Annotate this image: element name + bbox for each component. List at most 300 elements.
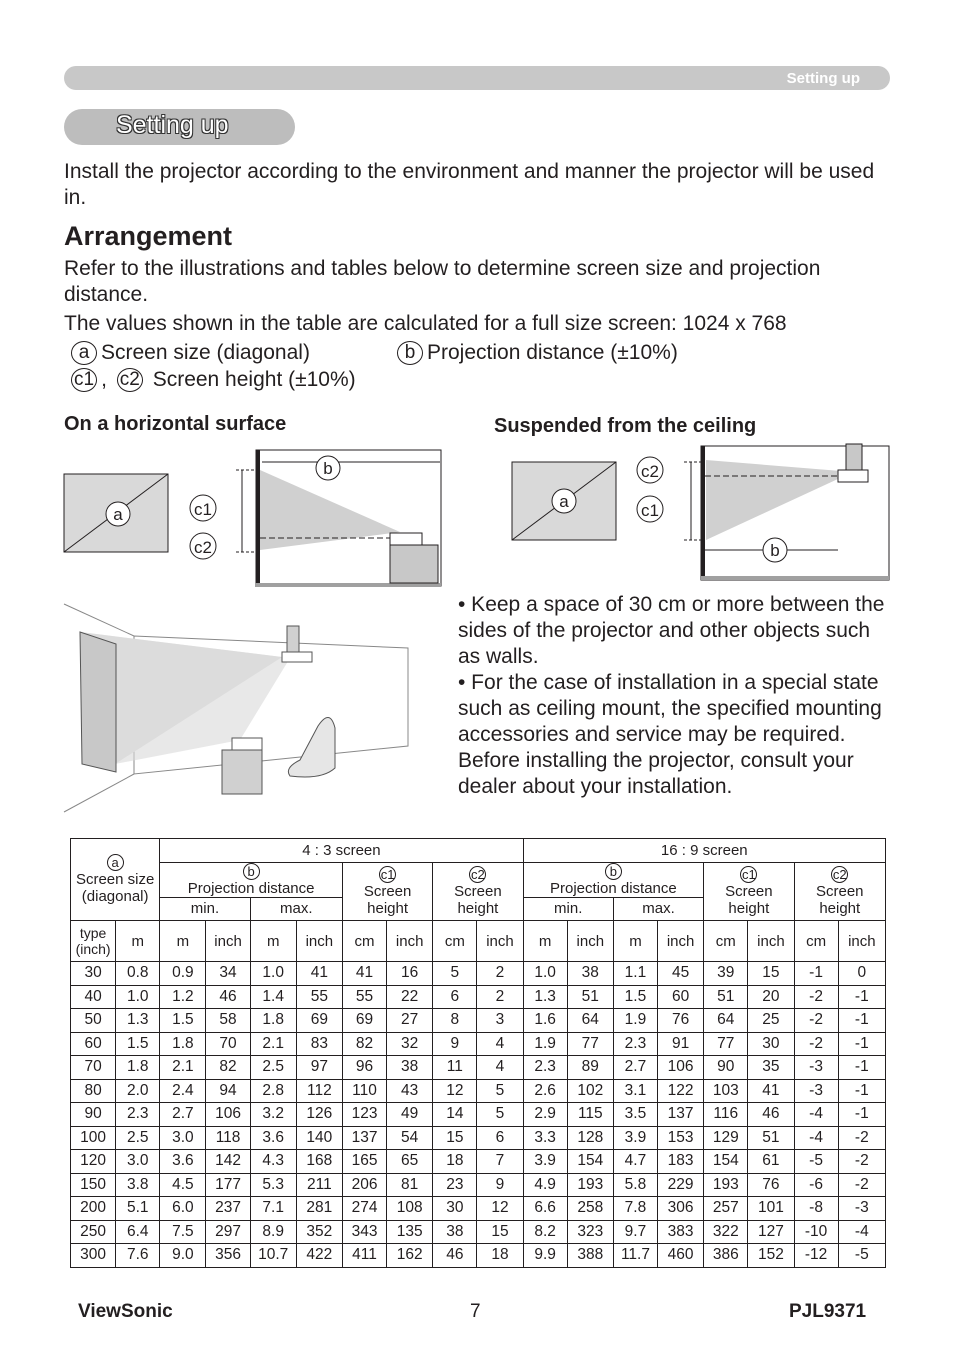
- table-cell: 39: [704, 962, 748, 986]
- table-cell: 3.9: [613, 1126, 657, 1150]
- subheading-ceiling: Suspended from the ceiling: [494, 415, 757, 437]
- note-bullet-2: • For the case of installation in a special state such as ceiling mount, the specified mounting accessories and service may be required. Before installing the projector, consult your dealer about your installation.: [458, 671, 882, 798]
- min-169: min.: [523, 897, 613, 921]
- table-cell: 90: [704, 1056, 748, 1080]
- table-cell: 54: [387, 1126, 433, 1150]
- table-cell: 165: [342, 1150, 386, 1174]
- legend-a: [71, 340, 310, 366]
- unit-header: cm: [704, 921, 748, 962]
- table-cell: -3: [794, 1079, 838, 1103]
- table-cell: 153: [658, 1126, 704, 1150]
- table-cell: 91: [658, 1032, 704, 1056]
- table-cell: 1.0: [523, 962, 567, 986]
- max-43: max.: [250, 897, 342, 921]
- table-cell: 18: [477, 1244, 523, 1268]
- table-cell: 34: [206, 962, 250, 986]
- table-cell: 322: [704, 1220, 748, 1244]
- table-cell: -2: [794, 1009, 838, 1033]
- table-cell: 46: [206, 985, 250, 1009]
- table-cell: 65: [387, 1150, 433, 1174]
- table-cell: 8.2: [523, 1220, 567, 1244]
- table-cell: 250: [71, 1220, 116, 1244]
- table-cell: 50: [71, 1009, 116, 1033]
- table-cell: 102: [567, 1079, 613, 1103]
- table-cell: 1.3: [116, 1009, 160, 1033]
- unit-header: inch: [296, 921, 342, 962]
- table-cell: 2.0: [116, 1079, 160, 1103]
- table-cell: 118: [206, 1126, 250, 1150]
- legend-b-text: Projection distance (±10%): [427, 341, 678, 364]
- table-cell: 90: [71, 1103, 116, 1127]
- table-row: [71, 985, 886, 1009]
- arrangement-para-1: Refer to the illustrations and tables below to determine screen size and projection distance.: [64, 257, 821, 306]
- table-cell: 8: [433, 1009, 477, 1033]
- table-cell: 137: [342, 1126, 386, 1150]
- table-cell: 64: [704, 1009, 748, 1033]
- table-cell: 5.3: [250, 1173, 296, 1197]
- table-cell: -1: [838, 985, 885, 1009]
- table-cell: -3: [794, 1056, 838, 1080]
- table-cell: -2: [838, 1150, 885, 1174]
- table-cell: 7.6: [116, 1244, 160, 1268]
- table-cell: 383: [658, 1220, 704, 1244]
- table-cell: 388: [567, 1244, 613, 1268]
- table-cell: 70: [71, 1056, 116, 1080]
- table-cell: 3.6: [250, 1126, 296, 1150]
- table-cell: 5.8: [613, 1173, 657, 1197]
- table-cell: 168: [296, 1150, 342, 1174]
- table-cell: 2.1: [250, 1032, 296, 1056]
- unit-header: m: [160, 921, 206, 962]
- table-cell: 41: [342, 962, 386, 986]
- table-cell: 1.3: [523, 985, 567, 1009]
- diag2-label-c1: c1: [641, 501, 659, 520]
- table-cell: 5: [477, 1103, 523, 1127]
- table-cell: 300: [71, 1244, 116, 1268]
- table-cell: 96: [342, 1056, 386, 1080]
- table-cell: 4.7: [613, 1150, 657, 1174]
- diag1-label-c1: c1: [194, 500, 212, 519]
- table-cell: 61: [748, 1150, 794, 1174]
- table-cell: 183: [658, 1150, 704, 1174]
- table-cell: 9: [477, 1173, 523, 1197]
- subheading-horizontal: On a horizontal surface: [64, 413, 287, 435]
- table-cell: 30: [748, 1032, 794, 1056]
- table-row: [71, 1056, 886, 1080]
- table-cell: 2.3: [523, 1056, 567, 1080]
- table-cell: 162: [387, 1244, 433, 1268]
- table-cell: 46: [433, 1244, 477, 1268]
- table-cell: 274: [342, 1197, 386, 1221]
- note-bullet-1: • Keep a space of 30 cm or more between the sides of the projector and other objects such as walls.: [458, 593, 885, 668]
- table-row: [71, 1032, 886, 1056]
- table-cell: 127: [748, 1220, 794, 1244]
- table-cell: 154: [567, 1150, 613, 1174]
- table-cell: 2.5: [116, 1126, 160, 1150]
- table-cell: 1.1: [613, 962, 657, 986]
- table-cell: 306: [658, 1197, 704, 1221]
- table-cell: 2.8: [250, 1079, 296, 1103]
- table-cell: 1.8: [160, 1032, 206, 1056]
- c2-header-43: c2 Screen height: [433, 862, 523, 921]
- table-cell: 2.5: [250, 1056, 296, 1080]
- table-row: [71, 1126, 886, 1150]
- icon-c1-43: c1: [380, 866, 395, 882]
- arrangement-heading: Arrangement: [64, 221, 233, 251]
- unit-row: [71, 921, 886, 962]
- table-cell: -12: [794, 1244, 838, 1268]
- table-cell: 297: [206, 1220, 250, 1244]
- table-cell: 3.3: [523, 1126, 567, 1150]
- table-cell: 38: [433, 1220, 477, 1244]
- b-header-43: b Projection distance: [160, 862, 343, 897]
- table-cell: 76: [658, 1009, 704, 1033]
- page-number: 7: [470, 1301, 481, 1322]
- table-cell: 11: [433, 1056, 477, 1080]
- c1-header-169: c1 Screen height: [704, 862, 794, 921]
- table-cell: 2.3: [613, 1032, 657, 1056]
- table-cell: 257: [704, 1197, 748, 1221]
- table-cell: 5: [477, 1079, 523, 1103]
- table-cell: 82: [342, 1032, 386, 1056]
- icon-b-169: b: [605, 863, 622, 880]
- table-cell: 152: [748, 1244, 794, 1268]
- c2-header-169: c2 Screen height: [794, 862, 886, 921]
- table-cell: 51: [748, 1126, 794, 1150]
- table-cell: 2.7: [613, 1056, 657, 1080]
- table-cell: 460: [658, 1244, 704, 1268]
- table-cell: 4: [477, 1032, 523, 1056]
- table-cell: 3.5: [613, 1103, 657, 1127]
- table-cell: -1: [838, 1103, 885, 1127]
- table-cell: 2.9: [523, 1103, 567, 1127]
- table-cell: 22: [387, 985, 433, 1009]
- table-cell: 193: [704, 1173, 748, 1197]
- table-cell: 15: [748, 962, 794, 986]
- table-cell: -2: [838, 1126, 885, 1150]
- unit-header: m: [250, 921, 296, 962]
- table-cell: 60: [71, 1032, 116, 1056]
- marker-c2: c2: [117, 368, 143, 392]
- table-cell: 35: [748, 1056, 794, 1080]
- table-cell: 5.1: [116, 1197, 160, 1221]
- table-cell: 106: [658, 1056, 704, 1080]
- table-cell: 6: [477, 1126, 523, 1150]
- table-cell: 356: [206, 1244, 250, 1268]
- unit-header: inch: [206, 921, 250, 962]
- b-header-169: b Projection distance: [523, 862, 704, 897]
- table-body: [71, 962, 886, 1268]
- table-cell: 7.8: [613, 1197, 657, 1221]
- table-cell: 15: [433, 1126, 477, 1150]
- unit-header: m: [613, 921, 657, 962]
- marker-b: b: [397, 341, 423, 365]
- unit-header: inch: [477, 921, 523, 962]
- table-cell: 15: [477, 1220, 523, 1244]
- table-cell: 108: [387, 1197, 433, 1221]
- table-cell: 9.0: [160, 1244, 206, 1268]
- table-cell: 30: [71, 962, 116, 986]
- table-cell: -5: [794, 1150, 838, 1174]
- table-cell: 82: [206, 1056, 250, 1080]
- table-cell: 46: [748, 1103, 794, 1127]
- a-label: Screen size (diagonal): [75, 871, 155, 905]
- table-cell: 10.7: [250, 1244, 296, 1268]
- table-cell: 177: [206, 1173, 250, 1197]
- diag2-label-b: b: [770, 541, 780, 560]
- table-cell: 32: [387, 1032, 433, 1056]
- table-cell: 16: [387, 962, 433, 986]
- unit-header: inch: [387, 921, 433, 962]
- table-cell: 80: [71, 1079, 116, 1103]
- table-cell: 58: [206, 1009, 250, 1033]
- unit-header: cm: [433, 921, 477, 962]
- table-cell: 3.2: [250, 1103, 296, 1127]
- table-cell: 55: [296, 985, 342, 1009]
- table-cell: 106: [206, 1103, 250, 1127]
- table-cell: 352: [296, 1220, 342, 1244]
- table-cell: 8.9: [250, 1220, 296, 1244]
- table-cell: 3.9: [523, 1150, 567, 1174]
- table-cell: 1.9: [523, 1032, 567, 1056]
- table-cell: -4: [794, 1103, 838, 1127]
- table-cell: 135: [387, 1220, 433, 1244]
- table-cell: 128: [567, 1126, 613, 1150]
- table-cell: 49: [387, 1103, 433, 1127]
- table-row: [71, 1079, 886, 1103]
- table-cell: 7: [477, 1150, 523, 1174]
- header-bar: [64, 66, 890, 90]
- legend-c-text: Screen height (±10%): [152, 368, 356, 391]
- icon-b-43: b: [243, 863, 260, 880]
- table-cell: 2: [477, 962, 523, 986]
- table-cell: -1: [794, 962, 838, 986]
- table-cell: 45: [658, 962, 704, 986]
- table-cell: 211: [296, 1173, 342, 1197]
- table-cell: 154: [704, 1150, 748, 1174]
- table-cell: -4: [794, 1126, 838, 1150]
- table-cell: 137: [658, 1103, 704, 1127]
- table-cell: 43: [387, 1079, 433, 1103]
- icon-c2-169: c2: [832, 866, 847, 882]
- table-cell: 386: [704, 1244, 748, 1268]
- table-cell: 40: [71, 985, 116, 1009]
- table-cell: 120: [71, 1150, 116, 1174]
- icon-c2-43: c2: [471, 866, 485, 882]
- header-4-3: 4 : 3 screen: [160, 839, 523, 863]
- table-cell: 60: [658, 985, 704, 1009]
- table-cell: 11.7: [613, 1244, 657, 1268]
- marker-c1: c1: [71, 368, 97, 392]
- table-cell: 422: [296, 1244, 342, 1268]
- table-cell: 3.6: [160, 1150, 206, 1174]
- table-cell: 1.5: [613, 985, 657, 1009]
- diagram-horizontal: [60, 440, 450, 590]
- table-cell: 6.4: [116, 1220, 160, 1244]
- icon-a: a: [107, 854, 124, 871]
- table-cell: 41: [296, 962, 342, 986]
- table-cell: 2: [477, 985, 523, 1009]
- unit-header: inch: [838, 921, 885, 962]
- table-cell: -1: [838, 1056, 885, 1080]
- projection-table: [70, 838, 886, 1268]
- table-cell: 126: [296, 1103, 342, 1127]
- table-cell: 206: [342, 1173, 386, 1197]
- table-cell: 1.6: [523, 1009, 567, 1033]
- table-cell: 323: [567, 1220, 613, 1244]
- table-cell: 9: [433, 1032, 477, 1056]
- table-cell: -5: [838, 1244, 885, 1268]
- table-cell: 1.8: [116, 1056, 160, 1080]
- table-cell: 38: [567, 962, 613, 986]
- table-cell: 4.5: [160, 1173, 206, 1197]
- table-cell: 3: [477, 1009, 523, 1033]
- table-cell: 1.8: [250, 1009, 296, 1033]
- table-cell: 6.6: [523, 1197, 567, 1221]
- table-cell: 7.1: [250, 1197, 296, 1221]
- table-cell: 64: [567, 1009, 613, 1033]
- table-cell: 103: [704, 1079, 748, 1103]
- unit-header: m: [523, 921, 567, 962]
- min-43: min.: [160, 897, 250, 921]
- table-cell: -3: [838, 1197, 885, 1221]
- table-cell: 4.3: [250, 1150, 296, 1174]
- table-row: [71, 1150, 886, 1174]
- diag1-label-c2: c2: [194, 538, 212, 557]
- table-cell: 12: [477, 1197, 523, 1221]
- table-cell: 7.5: [160, 1220, 206, 1244]
- type-inch-header: type (inch): [71, 921, 116, 962]
- header-16-9: 16 : 9 screen: [523, 839, 885, 863]
- table-cell: -10: [794, 1220, 838, 1244]
- diag1-label-b: b: [323, 459, 333, 478]
- diag2-label-a: a: [559, 492, 569, 511]
- legend-c-sep: ,: [101, 368, 107, 391]
- table-cell: 1.0: [116, 985, 160, 1009]
- table-cell: 55: [342, 985, 386, 1009]
- table-cell: -1: [838, 1079, 885, 1103]
- table-cell: 150: [71, 1173, 116, 1197]
- table-cell: 1.4: [250, 985, 296, 1009]
- unit-header: inch: [658, 921, 704, 962]
- table-cell: -2: [794, 1032, 838, 1056]
- footer-brand: ViewSonic: [78, 1301, 173, 1322]
- section-title-pill: [64, 109, 295, 145]
- table-cell: 76: [748, 1173, 794, 1197]
- table-cell: 51: [704, 985, 748, 1009]
- table-cell: 142: [206, 1150, 250, 1174]
- table-cell: 27: [387, 1009, 433, 1033]
- table-cell: 3.0: [116, 1150, 160, 1174]
- table-cell: -4: [838, 1220, 885, 1244]
- unit-header: inch: [567, 921, 613, 962]
- table-cell: 122: [658, 1079, 704, 1103]
- table-cell: 1.9: [613, 1009, 657, 1033]
- table-cell: 69: [342, 1009, 386, 1033]
- table-cell: 12: [433, 1079, 477, 1103]
- table-cell: 97: [296, 1056, 342, 1080]
- table-row: [71, 1197, 886, 1221]
- table-cell: 343: [342, 1220, 386, 1244]
- table-cell: -2: [794, 985, 838, 1009]
- table-cell: -1: [838, 1009, 885, 1033]
- diag2-label-c2: c2: [641, 462, 659, 481]
- table-cell: 20: [748, 985, 794, 1009]
- unit-header: inch: [748, 921, 794, 962]
- table-cell: 193: [567, 1173, 613, 1197]
- unit-header: cm: [342, 921, 386, 962]
- table-cell: 30: [433, 1197, 477, 1221]
- table-cell: 200: [71, 1197, 116, 1221]
- table-cell: -1: [838, 1032, 885, 1056]
- table-cell: 9.7: [613, 1220, 657, 1244]
- table-row: [71, 962, 886, 986]
- table-cell: 0: [838, 962, 885, 986]
- table-cell: 258: [567, 1197, 613, 1221]
- table-cell: 101: [748, 1197, 794, 1221]
- table-cell: 3.0: [160, 1126, 206, 1150]
- table-cell: 23: [433, 1173, 477, 1197]
- table-cell: 1.0: [250, 962, 296, 986]
- icon-c1-169: c1: [741, 866, 756, 882]
- table-cell: 3.8: [116, 1173, 160, 1197]
- arrangement-para-2: The values shown in the table are calculated for a full size screen: 1024 x 768: [64, 312, 787, 335]
- table-cell: 2.4: [160, 1079, 206, 1103]
- table-cell: 77: [704, 1032, 748, 1056]
- legend-b: [397, 340, 678, 366]
- diagram-ceiling: [508, 440, 892, 590]
- table-cell: 41: [748, 1079, 794, 1103]
- header-section-label: Setting up: [786, 70, 860, 87]
- table-cell: 70: [206, 1032, 250, 1056]
- table-cell: 129: [704, 1126, 748, 1150]
- max-169: max.: [613, 897, 703, 921]
- table-cell: 112: [296, 1079, 342, 1103]
- table-row: [71, 1244, 886, 1268]
- table-cell: -8: [794, 1197, 838, 1221]
- marker-a: a: [71, 341, 97, 365]
- table-cell: 5: [433, 962, 477, 986]
- table-cell: 0.8: [116, 962, 160, 986]
- table-cell: 2.3: [116, 1103, 160, 1127]
- table-cell: 69: [296, 1009, 342, 1033]
- col-a-header: [71, 839, 160, 921]
- unit-header: m: [116, 921, 160, 962]
- table-cell: -6: [794, 1173, 838, 1197]
- table-row: [71, 1173, 886, 1197]
- table-cell: 89: [567, 1056, 613, 1080]
- table-row: [71, 1009, 886, 1033]
- legend-a-text: Screen size (diagonal): [101, 341, 310, 364]
- table-cell: 81: [387, 1173, 433, 1197]
- table-cell: 83: [296, 1032, 342, 1056]
- c1-header-43: c1 Screen height: [342, 862, 432, 921]
- table-cell: 140: [296, 1126, 342, 1150]
- table-cell: 18: [433, 1150, 477, 1174]
- footer-model: PJL9371: [789, 1301, 867, 1322]
- table-cell: 94: [206, 1079, 250, 1103]
- table-cell: 281: [296, 1197, 342, 1221]
- intro-text: Install the projector according to the environment and manner the projector will be used in.: [64, 160, 875, 209]
- diag1-label-a: a: [113, 505, 123, 524]
- table-cell: 2.7: [160, 1103, 206, 1127]
- table-cell: -2: [838, 1173, 885, 1197]
- table-row: [71, 1220, 886, 1244]
- room-illustration: [60, 598, 415, 818]
- table-cell: 116: [704, 1103, 748, 1127]
- table-cell: 411: [342, 1244, 386, 1268]
- table-cell: 237: [206, 1197, 250, 1221]
